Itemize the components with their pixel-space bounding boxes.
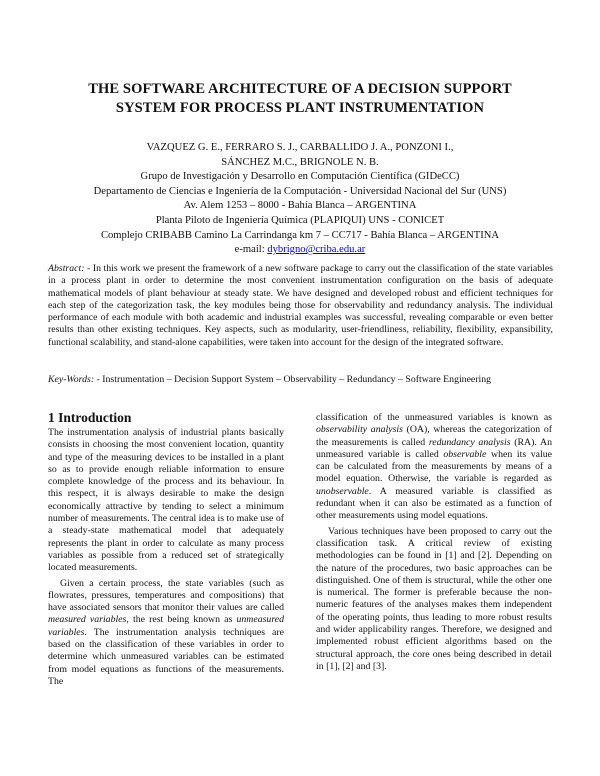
section-heading-introduction: 1 Introduction: [48, 410, 132, 425]
p2-text-c-part2: classification of the unmeasured variables is known as: [316, 412, 552, 423]
email-label: e-mail:: [234, 244, 268, 256]
term-redundancy-analysis: redundancy analysis: [428, 436, 511, 448]
term-observable: observable: [443, 448, 487, 460]
p2-text-g: . A measured variable is classified as redundant when it can also be estimated as a function of other measurements using model equations.: [316, 485, 552, 522]
term-observability-analysis: observability analysis: [316, 424, 403, 436]
p2-text-e: (RA). An unmeasured variable is called: [316, 436, 552, 460]
keywords-text: Instrumentation – Decision Support System – Observability – Redundancy – Software Engineering: [99, 374, 492, 385]
affiliation-department: Departamento de Ciencias e Ingeniería de la Computación - Universidad Nacional del Sur (UNS): [93, 185, 507, 197]
left-column: [48, 410, 284, 688]
keywords-label: Key-Words: -: [48, 374, 100, 385]
affiliation-address-2: Complejo CRIBABB Camino La Carrindanga km 7 – CC717 - Bahía Blanca – ARGENTINA: [100, 229, 500, 241]
email-line: [40, 243, 560, 258]
keywords: [48, 374, 558, 386]
affiliation-address-1: Av. Alem 1253 – 8000 - Bahía Blanca – ARGENTINA: [183, 200, 417, 212]
p2-text-a: Given a certain process, the state variables (such as flowrates, pressures, temperatures and compositions) that have associated sensors that monitor their values are called: [48, 577, 284, 614]
paper-title: [40, 80, 560, 118]
title-line-2: SYSTEM FOR PROCESS PLANT INSTRUMENTATION: [115, 100, 485, 116]
abstract-text: In this work we present the framework of a new software package to carry out the classification of the state variables in a process plant in order to determine the most convenient instrumentation configuration on the basis of adequate mathematical models of plant behaviour at steady state. We have designed and developed robust and efficient techniques for each step of the categorization task, the key modules being those for observability and redundancy analysis. The individual performance of each module with both academic and industrial examples was successful, revealing comparable or even better results than other existing techniques. Key aspects, such as modularity, user-friendliness, reliability, flexibility, expansibility, functional scalability, and stand-alone capabilities, were taken into account for the design of the integrated software.: [48, 263, 553, 348]
p2-text-c-part1: . The instrumentation analysis techniques are based on the classification of these variables in order to determine which unmeasured variables can be estimated from model equations as functions of the measurements. The: [48, 626, 284, 687]
author-names-line-2: SÁNCHEZ M.C., BRIGNOLE N. B.: [221, 156, 379, 168]
term-measured-variables: measured variables: [48, 614, 127, 626]
intro-paragraph-1: The instrumentation analysis of industrial plants basically consists in choosing the most convenient location, quantity and type of the measuring devices to be installed in a plant so as to provide enough reliable information to ensure complete knowledge of the process and its behaviour. In this respect, it is always desirable to make the design economically attractive by tending to select a minimum number of measurements. The central idea is to make use of a steady-state mathematical model that adequately represents the plant in order to calculate as many process variables as possible from a reduced set of strategically located measurements.: [48, 427, 284, 574]
intro-paragraph-3: Various techniques have been proposed to carry out the classification task. A critical review of existing methodologies can be found in [1] and [2]. Depending on the nature of the procedures, two basic approaches can be distinguished. One of them is structural, while the other one is numerical. The former is preferable because the non-numeric features of the analyses makes them independent of the operating points, thus leading to more robust results and wider applicability ranges. Therefore, we designed and implemented robust efficient algorithms based on the structural approach, the core ones being described in detail in [1], [2] and [3].: [316, 525, 552, 672]
author-block: [40, 141, 560, 258]
right-column: [316, 412, 552, 673]
title-line-1: THE SOFTWARE ARCHITECTURE OF A DECISION SUPPORT: [88, 81, 512, 97]
abstract-label: Abstract: -: [48, 263, 91, 274]
affiliation-plant: Planta Piloto de Ingeniería Química (PLAPIQUI) UNS - CONICET: [155, 214, 445, 226]
abstract: [48, 263, 553, 349]
p2-text-b: , the rest being known as: [126, 614, 237, 626]
affiliation-group: Grupo de Investigación y Desarrollo en Computación Científica (GIDeCC): [140, 171, 460, 183]
p2-text-d: (OA), whereas the categorization of the measurements is called: [316, 424, 552, 448]
email-link[interactable]: dybrigno@criba.edu.ar: [267, 244, 366, 256]
intro-paragraph-2-start: [48, 578, 284, 689]
term-unobservable: unobservable: [316, 485, 369, 497]
term-unmeasured-variables: unmeasured variables: [48, 614, 285, 638]
p2-text-f: when its value can be calculated from the measurements by means of a model equation. Otherwise, the variable is regarded as: [316, 448, 552, 485]
author-names-line-1: VAZQUEZ G. E., FERRARO S. J., CARBALLIDO J. A., PONZONI I.,: [146, 142, 454, 153]
intro-paragraph-2-continued: [316, 412, 552, 523]
